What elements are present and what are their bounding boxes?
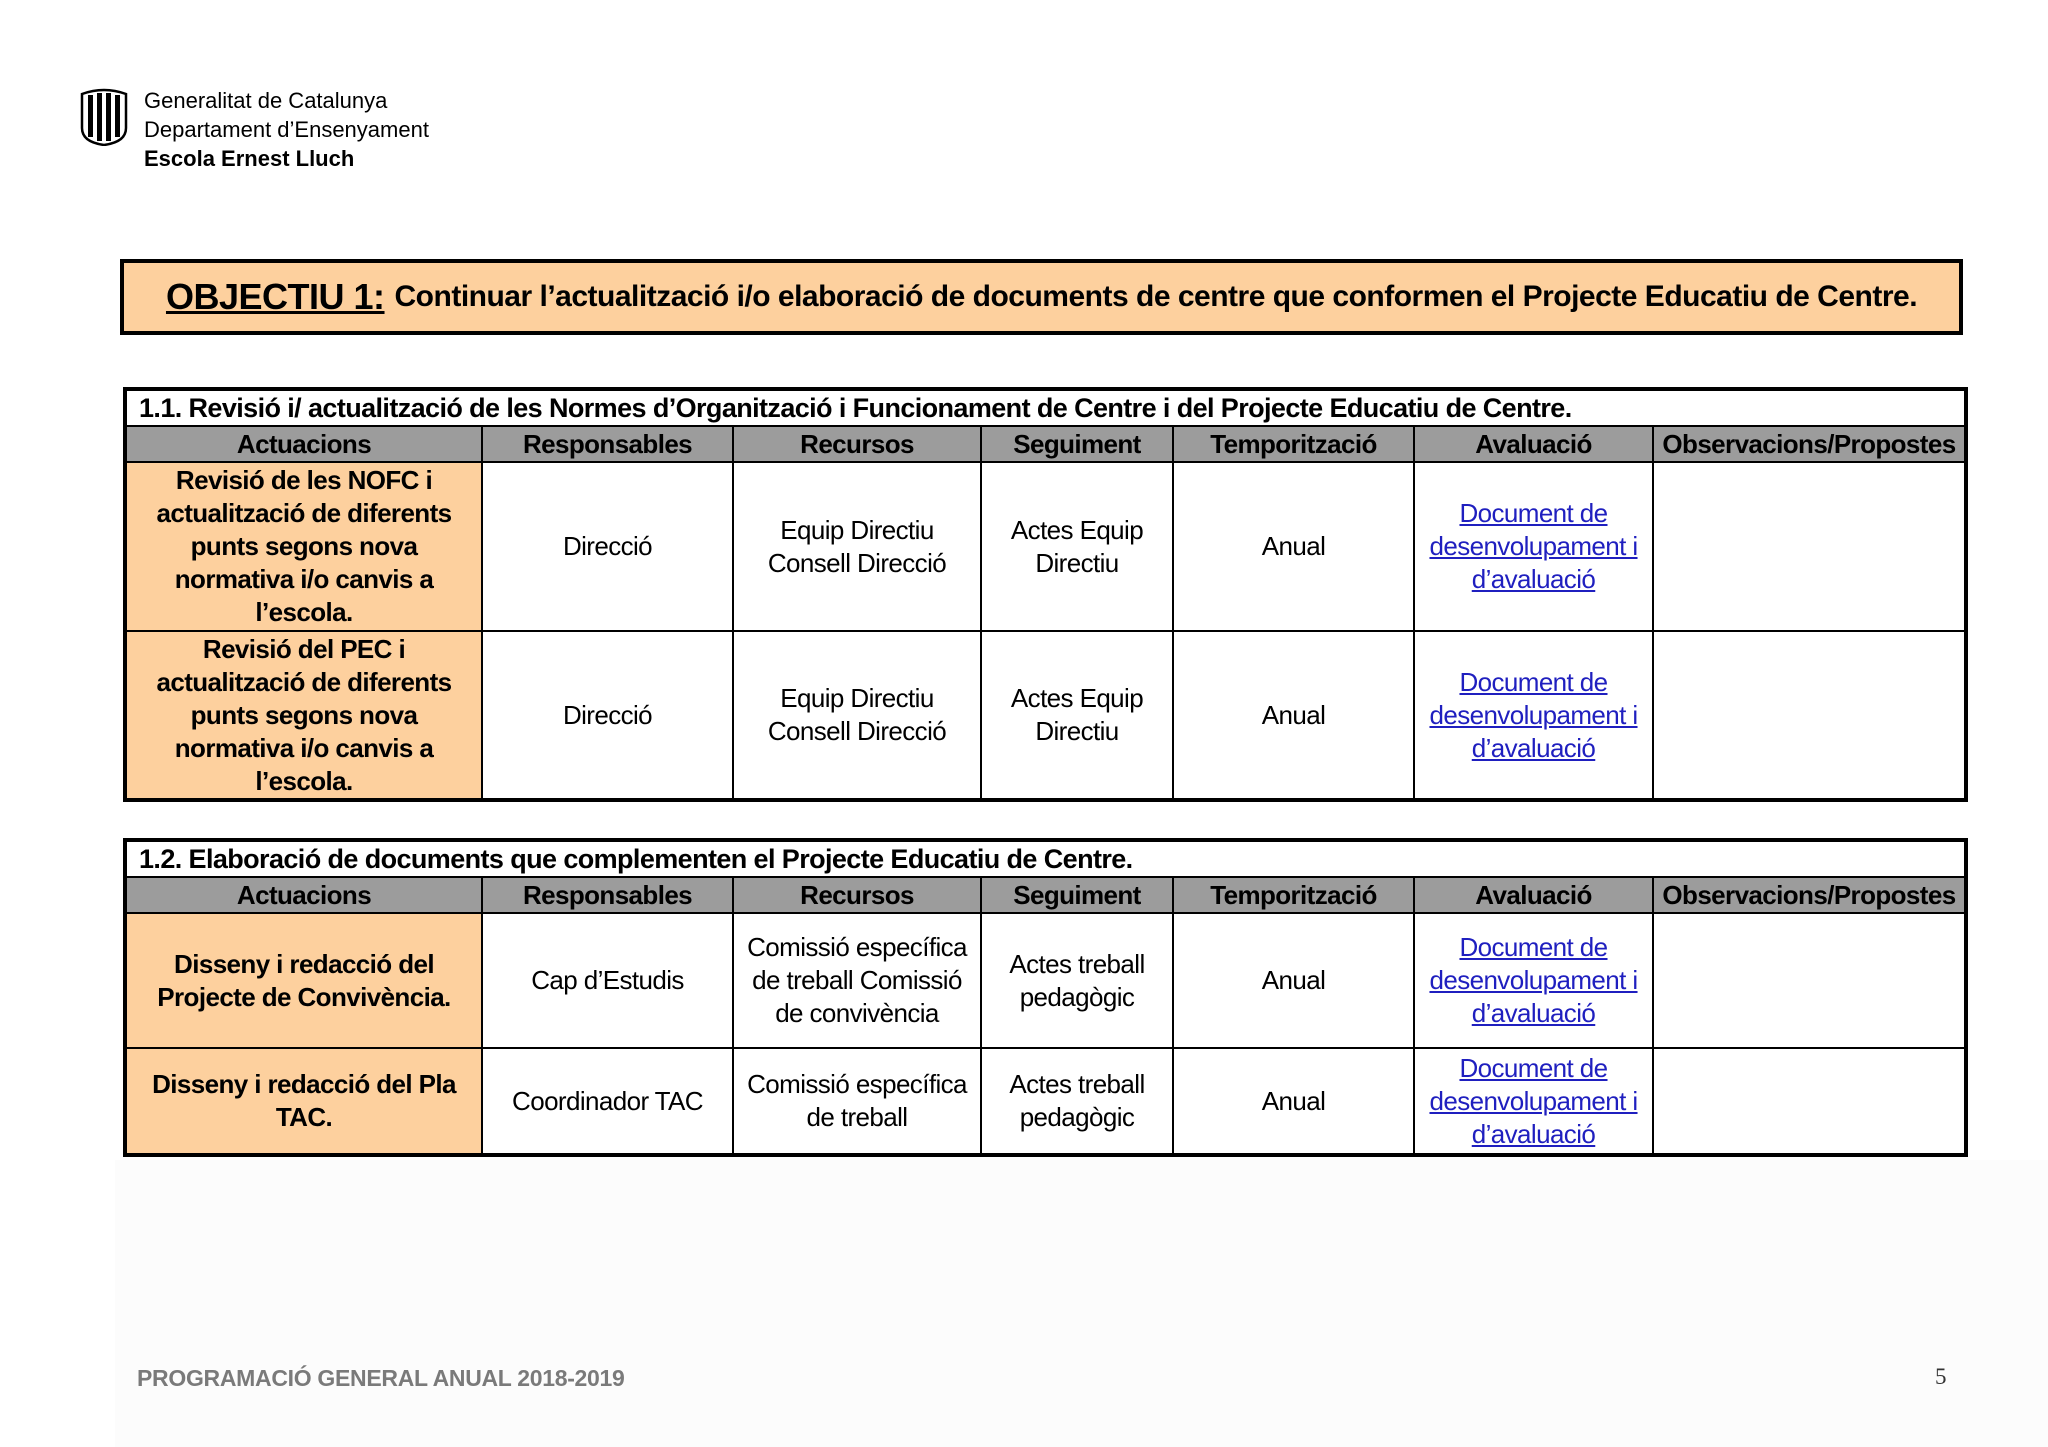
cell-avaluacio xyxy=(1414,1048,1653,1155)
cell-recursos: Comissió específica de treball xyxy=(733,1048,981,1155)
col-header-actuacions: Actuacions xyxy=(125,877,482,913)
table-row xyxy=(125,631,1966,800)
avaluacio-link[interactable]: Document de desenvolupament i d’avaluació xyxy=(1429,498,1638,594)
cell-responsables: Direcció xyxy=(482,462,733,631)
col-header-recursos: Recursos xyxy=(733,877,981,913)
col-header-responsables: Responsables xyxy=(482,426,733,462)
cell-observacions xyxy=(1653,462,1966,631)
cell-actuacio: Revisió del PEC i actualització de diferents punts segons nova normativa i/o canvis a l’escola. xyxy=(125,631,482,800)
cell-recursos: Equip Directiu Consell Direcció xyxy=(733,631,981,800)
col-header-actuacions: Actuacions xyxy=(125,426,482,462)
col-header-avaluacio: Avaluació xyxy=(1414,426,1653,462)
cell-temporitzacio: Anual xyxy=(1173,462,1414,631)
cell-actuacio: Disseny i redacció del Pla TAC. xyxy=(125,1048,482,1155)
table-row xyxy=(125,1048,1966,1155)
section-title: 1.2. Elaboració de documents que complementen el Projecte Educatiu de Centre. xyxy=(125,840,1966,877)
col-header-seguiment: Seguiment xyxy=(981,877,1173,913)
avaluacio-link[interactable]: Document de desenvolupament i d’avaluació xyxy=(1429,932,1638,1028)
col-header-avaluacio: Avaluació xyxy=(1414,877,1653,913)
section-title-row xyxy=(125,389,1966,426)
cell-responsables: Coordinador TAC xyxy=(482,1048,733,1155)
letterhead-line-2: Departament d’Ensenyament xyxy=(144,117,429,142)
avaluacio-link[interactable]: Document de desenvolupament i d’avaluació xyxy=(1429,666,1638,763)
actions-table-1-2 xyxy=(123,838,1968,1157)
cell-actuacio: Revisió de les NOFC i actualització de diferents punts segons nova normativa i/o canvis a l’escola. xyxy=(125,462,482,631)
generalitat-logo-icon xyxy=(78,88,130,146)
letterhead xyxy=(78,86,429,173)
cell-recursos: Equip Directiu Consell Direcció xyxy=(733,462,981,631)
section-title: 1.1. Revisió i/ actualització de les Normes d’Organització i Funcionament de Centre i del Projecte Educatiu de Centre. xyxy=(125,389,1966,426)
page-bottom-shade xyxy=(115,1160,2048,1447)
cell-responsables: Direcció xyxy=(482,631,733,800)
avaluacio-link[interactable]: Document de desenvolupament i d’avaluació xyxy=(1429,1052,1638,1149)
cell-avaluacio xyxy=(1414,631,1653,800)
cell-seguiment: Actes Equip Directiu xyxy=(981,462,1173,631)
objective-label: OBJECTIU 1: xyxy=(165,276,385,317)
col-header-recursos: Recursos xyxy=(733,426,981,462)
cell-temporitzacio: Anual xyxy=(1173,1048,1414,1155)
col-header-observacions: Observacions/Propostes xyxy=(1653,426,1966,462)
cell-avaluacio xyxy=(1414,462,1653,631)
section-title-row xyxy=(125,840,1966,877)
cell-seguiment: Actes treball pedagògic xyxy=(981,913,1173,1048)
footer-title: PROGRAMACIÓ GENERAL ANUAL 2018-2019 xyxy=(137,1365,625,1391)
column-header-row xyxy=(125,426,1966,462)
page-number: 5 xyxy=(1935,1364,1947,1389)
cell-recursos: Comissió específica de treball Comissió de convivència xyxy=(733,913,981,1048)
cell-actuacio: Disseny i redacció del Projecte de Convivència. xyxy=(125,913,482,1048)
cell-temporitzacio: Anual xyxy=(1173,913,1414,1048)
col-header-temporitzacio: Temporització xyxy=(1173,877,1414,913)
cell-avaluacio xyxy=(1414,913,1653,1048)
col-header-seguiment: Seguiment xyxy=(981,426,1173,462)
table-row xyxy=(125,462,1966,631)
table-row xyxy=(125,913,1966,1048)
cell-observacions xyxy=(1653,631,1966,800)
cell-temporitzacio: Anual xyxy=(1173,631,1414,800)
cell-seguiment: Actes Equip Directiu xyxy=(981,631,1173,800)
objective-text: Continuar l’actualització i/o elaboració de documents de centre que conformen el Projecte Educatiu de Centre. xyxy=(394,280,1918,313)
col-header-temporitzacio: Temporització xyxy=(1173,426,1414,462)
objective-banner xyxy=(120,259,1963,335)
column-header-row xyxy=(125,877,1966,913)
actions-table-1-1 xyxy=(123,387,1968,802)
cell-responsables: Cap d’Estudis xyxy=(482,913,733,1048)
col-header-observacions: Observacions/Propostes xyxy=(1653,877,1966,913)
letterhead-line-1: Generalitat de Catalunya xyxy=(144,88,388,113)
letterhead-school: Escola Ernest Lluch xyxy=(144,146,355,171)
cell-observacions xyxy=(1653,913,1966,1048)
cell-seguiment: Actes treball pedagògic xyxy=(981,1048,1173,1155)
col-header-responsables: Responsables xyxy=(482,877,733,913)
cell-observacions xyxy=(1653,1048,1966,1155)
